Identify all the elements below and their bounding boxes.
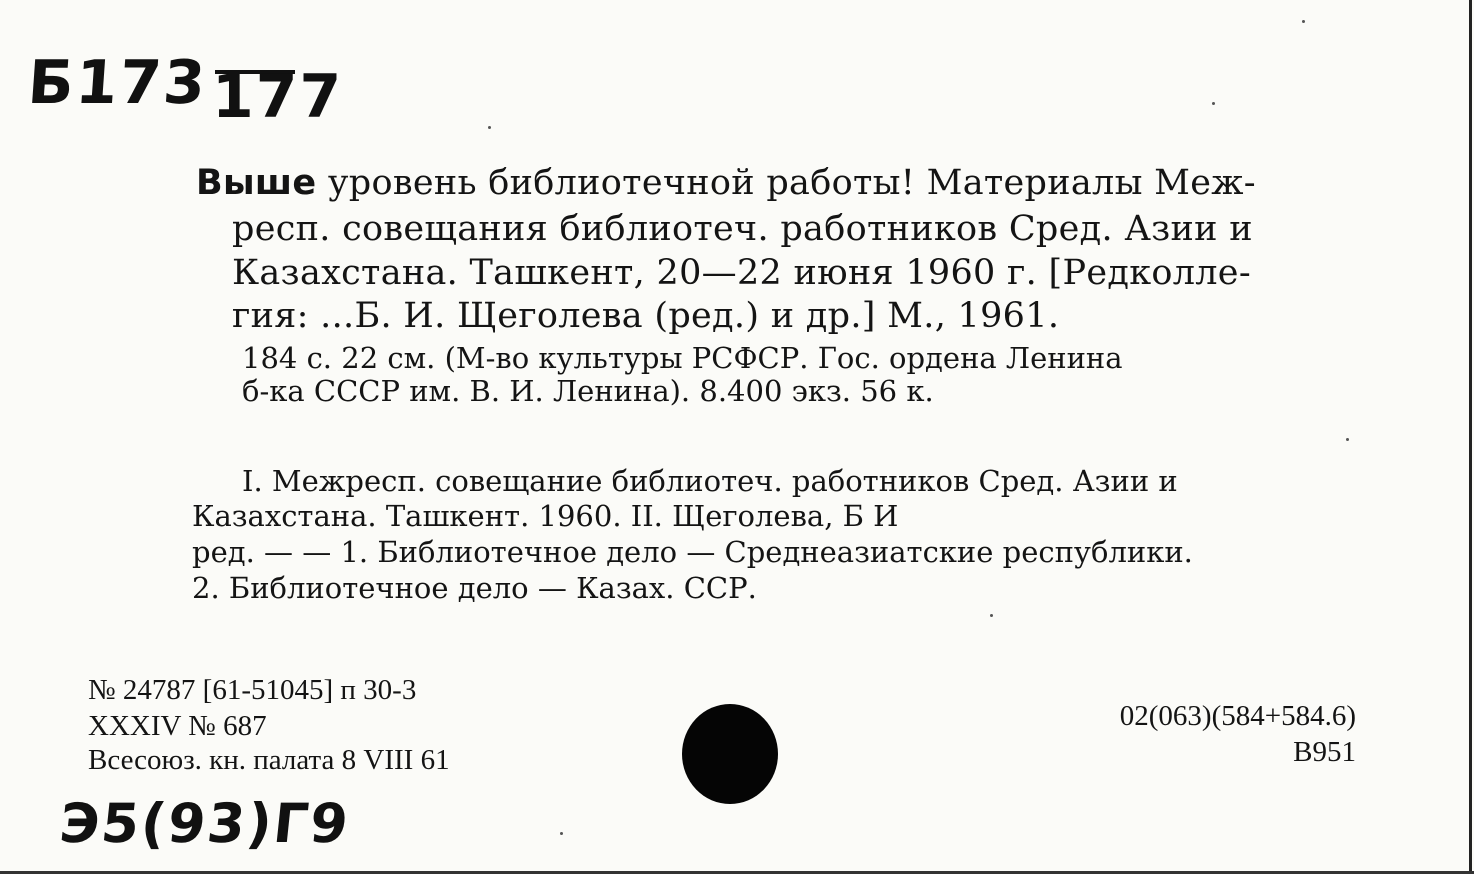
ink-speck bbox=[990, 614, 993, 617]
ink-speck bbox=[1302, 20, 1305, 23]
tracing-line-4: 2. Библиотечное дело — Казах. ССР. bbox=[192, 571, 757, 605]
entry-heading-word: Выше bbox=[196, 163, 317, 203]
udc-index: 02(063)(584+584.6) bbox=[1119, 700, 1356, 732]
imprint-line-1: 184 с. 22 см. (М-во культуры РСФСР. Гос. ордена Ленина bbox=[242, 341, 1123, 375]
entry-title-line-4: гия: ...Б. И. Щеголева (ред.) и др.] М., 1961. bbox=[232, 296, 1060, 336]
ink-speck bbox=[1212, 102, 1215, 105]
tracing-line-3: ред. — — 1. Библиотечное дело — Среднеазиатские республики. bbox=[192, 535, 1193, 569]
author-mark: В951 bbox=[1293, 736, 1356, 768]
imprint-line-2: б-ка СССР им. В. И. Ленина). 8.400 экз. 56 к. bbox=[242, 374, 934, 408]
entry-title-line-1-rest: уровень библиотечной работы! Материалы Меж- bbox=[327, 163, 1256, 203]
card-edge-right bbox=[1469, 0, 1472, 874]
tracing-line-2: Казахстана. Ташкент. 1960. II. Щеголева, Б И bbox=[192, 499, 899, 533]
handwritten-shelf-mark-sub: 177 bbox=[212, 62, 344, 132]
ink-speck bbox=[560, 832, 563, 835]
tracing-line-1: I. Межресп. совещание библиотеч. работников Сред. Азии и bbox=[242, 464, 1178, 498]
chamber-date: Всесоюз. кн. палата 8 VIII 61 bbox=[88, 744, 450, 776]
entry-title-line-3: Казахстана. Ташкент, 20—22 июня 1960 г. [Редколле- bbox=[232, 253, 1251, 293]
ink-speck bbox=[488, 126, 491, 129]
card-punch-hole bbox=[682, 704, 778, 804]
ink-speck bbox=[1346, 438, 1349, 441]
series-number: XXXIV № 687 bbox=[88, 710, 267, 742]
entry-title-line-1 bbox=[196, 163, 1256, 203]
handwritten-shelf-mark: Б173 bbox=[25, 48, 210, 118]
handwritten-classification: Э5(93)Г9 bbox=[56, 792, 354, 855]
registration-number: № 24787 [61-51045] п 30-3 bbox=[88, 674, 417, 706]
entry-title-line-2: респ. совещания библиотеч. работников Сред. Азии и bbox=[232, 209, 1253, 249]
